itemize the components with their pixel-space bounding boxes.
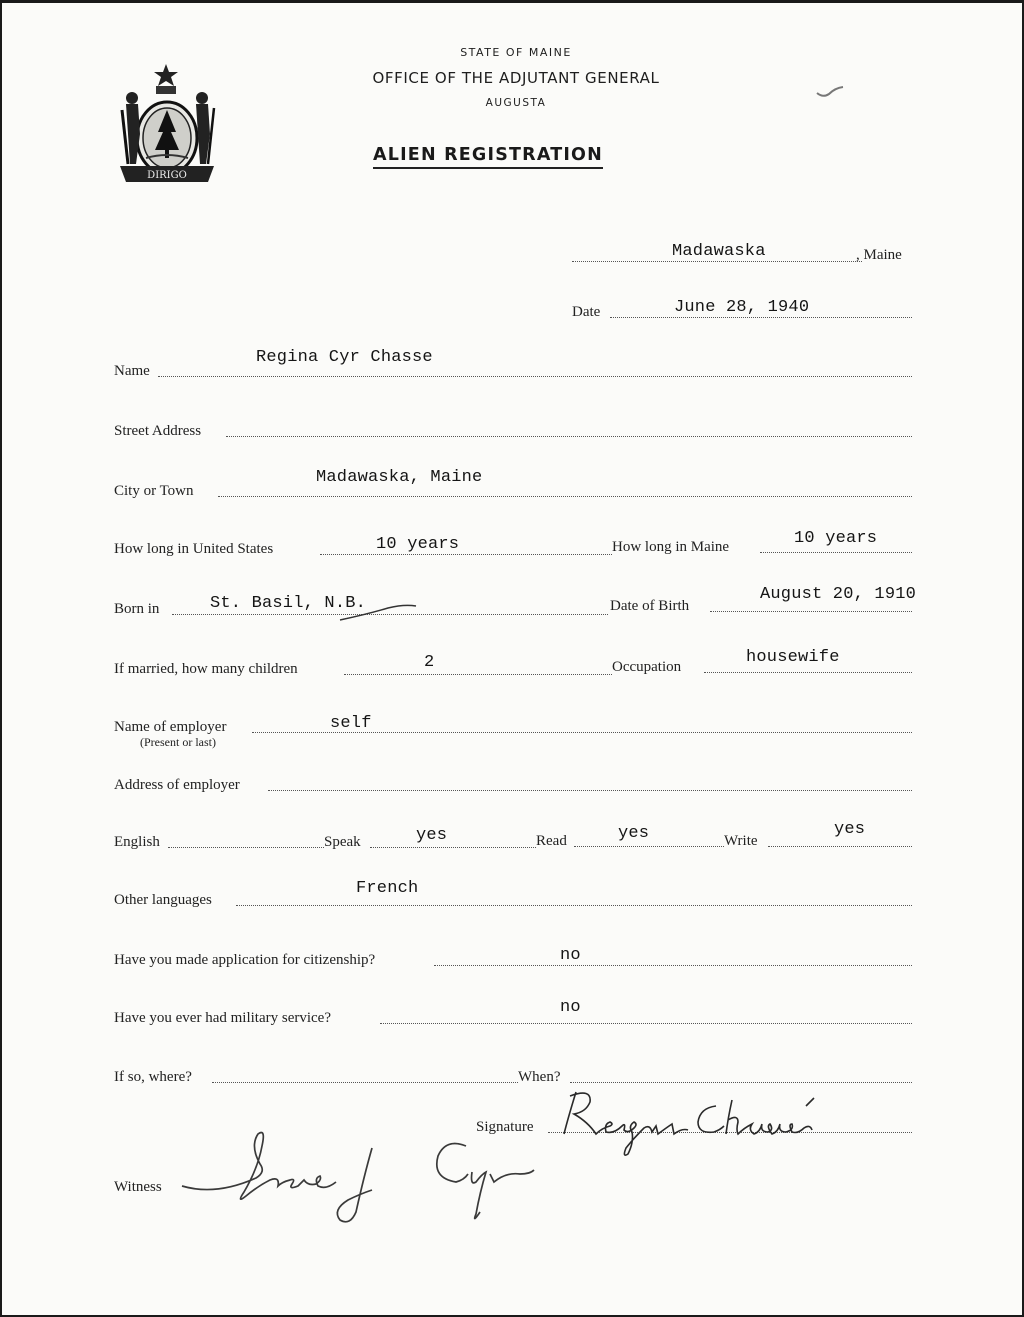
born-in-label: Born in [114, 601, 160, 617]
where-line [212, 1082, 518, 1083]
citizenship-line [434, 965, 912, 966]
date-label: Date [572, 304, 601, 320]
city-value: Madawaska, Maine [316, 468, 483, 487]
occupation-line [704, 672, 912, 673]
other-languages-line [236, 905, 912, 906]
employer-address-line [268, 790, 912, 791]
header-city: AUGUSTA [485, 97, 547, 109]
maine-duration-line [760, 552, 912, 553]
english-label: English [114, 834, 160, 850]
street-label: Street Address [114, 423, 202, 439]
location-town-value: Madawaska [672, 242, 766, 261]
maine-duration-label: How long in Maine [612, 539, 730, 555]
employer-sublabel: (Present or last) [140, 735, 216, 749]
dob-value: August 20, 1910 [760, 585, 917, 604]
children-line [344, 674, 612, 675]
witness-label: Witness [114, 1179, 162, 1195]
maine-duration-value: 10 years [794, 529, 878, 548]
when-label: When? [518, 1069, 561, 1085]
occupation-value: housewife [746, 648, 840, 667]
children-value: 2 [424, 653, 435, 672]
header-office: OFFICE OF THE ADJUTANT GENERAL [372, 69, 660, 87]
speak-value: yes [416, 826, 448, 845]
name-label: Name [114, 363, 150, 379]
form-title: ALIEN REGISTRATION [373, 145, 603, 169]
where-label: If so, where? [114, 1069, 192, 1085]
street-line [226, 436, 912, 437]
speak-label: Speak [324, 834, 361, 850]
name-line [158, 376, 912, 377]
citizenship-label: Have you made application for citizenship? [114, 952, 376, 968]
write-value: yes [834, 820, 866, 839]
employer-label: Name of employer [114, 719, 227, 735]
born-in-value: St. Basil, N.B. [210, 594, 367, 613]
english-line [168, 847, 324, 848]
location-suffix: , Maine [856, 247, 902, 263]
location-line [572, 261, 862, 262]
city-label: City or Town [114, 483, 194, 499]
date-value: June 28, 1940 [674, 298, 810, 317]
header-state: STATE OF MAINE [460, 46, 572, 59]
other-languages-label: Other languages [114, 892, 212, 908]
date-line [610, 317, 912, 318]
witness-signature [176, 1116, 546, 1232]
speak-line [370, 847, 536, 848]
read-label: Read [536, 833, 567, 849]
us-duration-value: 10 years [376, 535, 460, 554]
name-value: Regina Cyr Chasse [256, 348, 433, 367]
other-languages-value: French [356, 879, 419, 898]
city-line [218, 496, 912, 497]
military-label: Have you ever had military service? [114, 1010, 331, 1026]
dob-label: Date of Birth [610, 598, 690, 614]
seal-motto: DIRIGO [147, 170, 187, 181]
employer-address-label: Address of employer [114, 777, 240, 793]
born-in-underline-stroke-icon [338, 600, 418, 624]
occupation-label: Occupation [612, 659, 682, 675]
us-duration-label: How long in United States [114, 541, 274, 557]
read-value: yes [618, 824, 650, 843]
signature-label: Signature [476, 1119, 534, 1135]
employer-value: self [330, 714, 372, 733]
us-duration-line [320, 554, 612, 555]
military-line [380, 1023, 912, 1024]
write-label: Write [724, 833, 758, 849]
read-line [574, 846, 724, 847]
military-value: no [560, 998, 581, 1017]
citizenship-value: no [560, 946, 581, 965]
children-label: If married, how many children [114, 661, 298, 677]
applicant-signature [548, 1078, 848, 1164]
write-line [768, 846, 912, 847]
dob-line [710, 611, 912, 612]
